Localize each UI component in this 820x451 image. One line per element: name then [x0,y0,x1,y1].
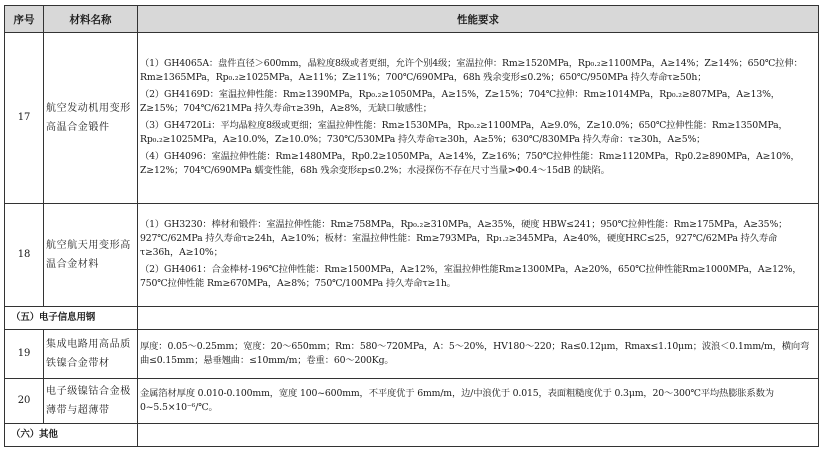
row-number: 18 [5,203,44,306]
header-row [5,6,819,33]
table-row [5,33,819,204]
material-name: 航空航天用变形高温合金材料 [44,203,138,306]
section-title: （六）其他 [5,424,138,447]
table-row [5,329,819,378]
header-name: 材料名称 [44,6,138,33]
material-name: 航空发动机用变形高温合金锻件 [44,33,138,204]
spec-paragraph: 厚度：0.05～0.25mm；宽度：20～650mm；Rm：580～720MPa，A：5～20%，HV180～220；Ra≤0.12μm，Rmax≤1.10μm；波浪＜0.1mm/m，横向弯曲≤0.15mm；悬垂翘曲：≤10mm/m；卷重：60～200Kg。 [140,340,810,366]
row-number: 20 [5,379,44,424]
section-row [5,424,819,447]
header-spec: 性能要求 [138,6,819,33]
spec-cell [138,33,819,204]
spec-cell [138,379,819,424]
spec-paragraph: （3）GH4720Li：平均晶粒度8级或更细；室温拉伸性能：Rm≥1530MPa，Rp₀.₂≥1100MPa，A≥9.0%，Z≥10.0%；650℃拉伸性能：Rm≥1350MPa，Rp₀.₂≥1025MPa，A≥10.0%，Z≥10.0%；730℃/530MPa 持久寿命τ≥30h，A≥5%；630℃/830MPa 持久寿命：τ≥30h，A≥5%； [140,120,788,146]
spec-cell [138,203,819,306]
table-row [5,379,819,424]
section-blank-cell [138,306,819,329]
spec-paragraph: （1）GH4065A：盘件直径＞600mm，晶粒度8级或者更细，允许个别4级；室温拉伸：Rm≥1520MPa，Rp₀.₂≥1100MPa，A≥14%；Z≥14%；650℃拉伸：Rm≥1365MPa，Rp₀.₂≥1025MPa，A≥11%；Z≥11%；700℃/690MPa，68h 残余变形≤0.2%；650℃/950MPa 持久寿命τ≥50h； [140,58,803,84]
spec-paragraph: （1）GH3230：棒材和锻件：室温拉伸性能：Rm≥758MPa，Rp₀.₂≥310MPa，A≥35%，硬度 HBW≤241；950℃拉伸性能：Rm≥175MPa，A≥35%；927℃/62MPa 持久寿命τ≥24h，A≥10%；板材：室温拉伸性能：Rm≥793MPa，Rp₁.₂≥345MPa，A≥40%，硬度HRC≤25，927℃/62MPa 持久寿命τ≥36h，A≥10%； [140,219,788,259]
spec-paragraph: （4）GH4096：室温拉伸性能：Rm≥1480MPa，Rp0.2≥1050MPa，A≥14%，Z≥16%；750℃拉伸性能：Rm≥1120MPa，Rp0.2≥890MPa，A≥10%，Z≥12%；704℃/690MPa 蠕变性能，68h 残余变形εp≤0.2%；水浸探伤不存在尺寸当量>Φ0.4～15dB 的缺陷。 [140,151,800,177]
section-blank-cell [138,424,819,447]
section-title: （五）电子信息用钢 [5,306,138,329]
spec-paragraph: 金属箔材厚度 0.010-0.100mm，宽度 100~600mm，不平度优于 6mm/m，边/中浪优于 0.015，表面粗糙度优于 0.3μm，20～300℃平均热膨胀系数为0~5.5×10⁻⁶/℃。 [140,388,774,414]
materials-table [4,5,819,447]
spec-paragraph: （2）GH4061：合金棒材-196℃拉伸性能：Rm≥1500MPa，A≥12%，室温拉伸性能Rm≥1300MPa，A≥20%，650℃拉伸性能Rm≥1000MPa，A≥12%，750℃拉伸性能 Rm≥670MPa，A≥8%；750℃/100MPa 持久寿命τ≥1h。 [140,264,802,290]
spec-cell [138,329,819,378]
row-number: 19 [5,329,44,378]
table-row [5,203,819,306]
material-name: 电子级镍钴合金极薄带与超薄带 [44,379,138,424]
material-name: 集成电路用高品质铁镍合金带材 [44,329,138,378]
spec-paragraph: （2）GH4169D：室温拉伸性能：Rm≥1390MPa，Rp₀.₂≥1050MPa，A≥15%，Z≥15%；704℃拉伸：Rm≥1014MPa，Rp₀.₂≥807MPa，A≥13%，Z≥15%；704℃/621MPa 持久寿命τ≥39h，A≥8%，无缺口敏感性； [140,89,780,115]
row-number: 17 [5,33,44,204]
header-no: 序号 [5,6,44,33]
section-row [5,306,819,329]
